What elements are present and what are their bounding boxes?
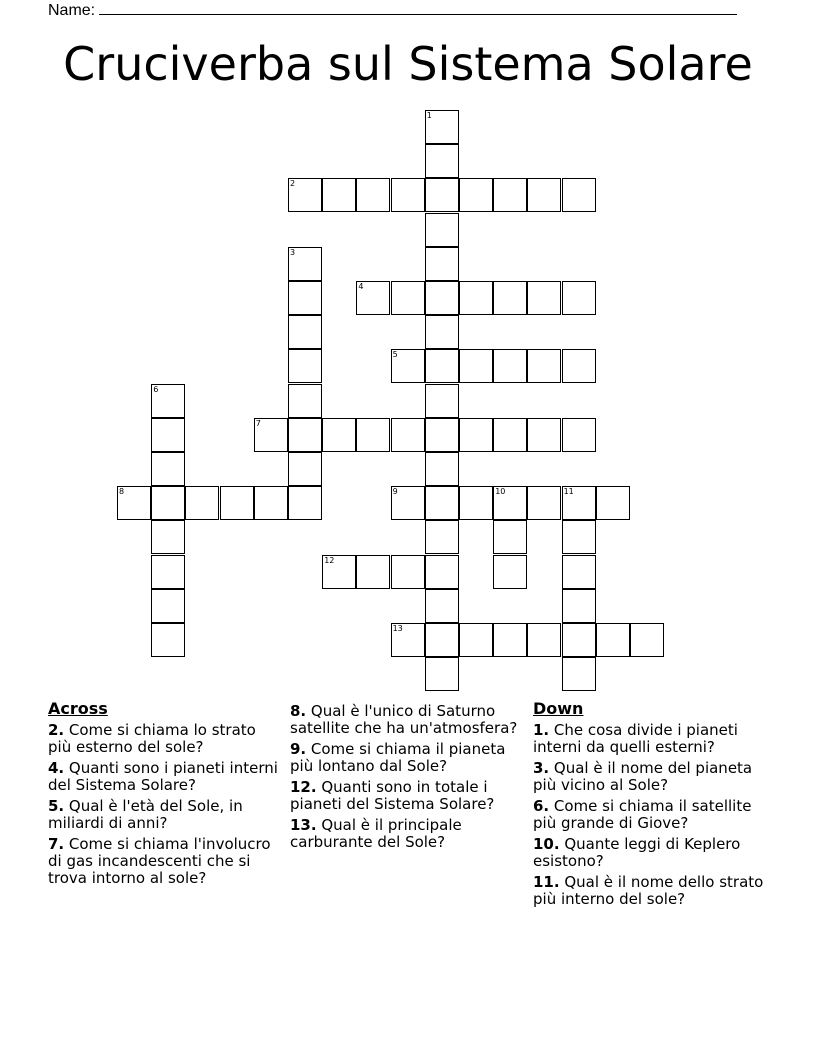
crossword-cell[interactable] — [562, 623, 596, 657]
crossword-cell[interactable] — [185, 486, 219, 520]
crossword-cell[interactable] — [596, 623, 630, 657]
clue-item-text: Come si chiama il pianeta più lontano dal Sole? — [290, 740, 506, 775]
crossword-cell[interactable] — [493, 418, 527, 452]
crossword-cell[interactable] — [288, 486, 322, 520]
crossword-cell[interactable] — [527, 486, 561, 520]
crossword-cell[interactable] — [391, 555, 425, 589]
crossword-cell[interactable] — [425, 144, 459, 178]
clue-item-number: 10. — [533, 835, 560, 853]
crossword-cell[interactable] — [425, 384, 459, 418]
clue-item — [48, 836, 278, 887]
clue-item — [533, 722, 768, 756]
clue-item — [290, 779, 520, 813]
crossword-cell[interactable] — [493, 486, 527, 520]
clue-item-text: Qual è il principale carburante del Sole? — [290, 816, 462, 851]
clue-number: 2 — [290, 179, 296, 189]
crossword-cell[interactable] — [425, 315, 459, 349]
crossword-cell[interactable] — [425, 110, 459, 144]
clue-item-text: Che cosa divide i pianeti interni da quelli esterni? — [533, 721, 738, 756]
crossword-cell[interactable] — [356, 555, 390, 589]
crossword-cell[interactable] — [630, 623, 664, 657]
crossword-cell[interactable] — [254, 418, 288, 452]
across-clues-column-2 — [290, 703, 520, 855]
clue-item-number: 4. — [48, 759, 65, 777]
crossword-cell[interactable] — [425, 623, 459, 657]
crossword-cell[interactable] — [596, 486, 630, 520]
crossword-cell[interactable] — [151, 623, 185, 657]
crossword-cell[interactable] — [117, 486, 151, 520]
clue-number: 12 — [324, 555, 335, 565]
clue-item — [533, 760, 768, 794]
crossword-cell[interactable] — [288, 349, 322, 383]
crossword-cell[interactable] — [459, 349, 493, 383]
crossword-cell[interactable] — [151, 384, 185, 418]
across-clues-column-1 — [48, 700, 278, 891]
clue-item-number: 9. — [290, 740, 307, 758]
crossword-cell[interactable] — [288, 418, 322, 452]
crossword-cell[interactable] — [288, 178, 322, 212]
crossword-cell[interactable] — [562, 657, 596, 691]
crossword-cell[interactable] — [493, 555, 527, 589]
crossword-cell[interactable] — [288, 315, 322, 349]
down-clues-column — [533, 700, 768, 912]
crossword-cell[interactable] — [493, 520, 527, 554]
clue-item-number: 6. — [533, 797, 550, 815]
across-heading: Across — [48, 699, 108, 718]
crossword-cell[interactable] — [493, 623, 527, 657]
name-label: Name: — [48, 2, 96, 19]
clue-number: 8 — [119, 487, 125, 497]
crossword-cell[interactable] — [425, 247, 459, 281]
clue-item-text: Qual è il nome dello strato più interno del sole? — [533, 873, 764, 908]
crossword-cell[interactable] — [254, 486, 288, 520]
clue-item-number: 2. — [48, 721, 65, 739]
crossword-cell[interactable] — [527, 178, 561, 212]
clue-item-text: Qual è il nome del pianeta più vicino al Sole? — [533, 759, 753, 794]
clue-item-text: Qual è l'unico di Saturno satellite che ha un'atmosfera? — [290, 702, 518, 737]
crossword-cell[interactable] — [562, 520, 596, 554]
clue-item-number: 8. — [290, 702, 307, 720]
crossword-cell[interactable] — [391, 349, 425, 383]
down-heading: Down — [533, 699, 584, 718]
crossword-cell[interactable] — [391, 178, 425, 212]
clue-item — [48, 722, 278, 756]
crossword-cell[interactable] — [288, 384, 322, 418]
clue-item-text: Quante leggi di Keplero esistono? — [533, 835, 741, 870]
crossword-cell[interactable] — [151, 486, 185, 520]
crossword-cell[interactable] — [493, 349, 527, 383]
crossword-cell[interactable] — [425, 657, 459, 691]
crossword-cell[interactable] — [288, 247, 322, 281]
clue-item — [48, 760, 278, 794]
crossword-cell[interactable] — [425, 486, 459, 520]
crossword-cell[interactable] — [562, 486, 596, 520]
crossword-cell[interactable] — [151, 520, 185, 554]
crossword-cell[interactable] — [288, 281, 322, 315]
clue-item-number: 1. — [533, 721, 550, 739]
crossword-cell[interactable] — [527, 281, 561, 315]
clue-item-text: Come si chiama lo strato più esterno del sole? — [48, 721, 256, 756]
crossword-cell[interactable] — [459, 178, 493, 212]
crossword-cell[interactable] — [425, 418, 459, 452]
crossword-cell[interactable] — [391, 623, 425, 657]
clue-number: 1 — [426, 111, 432, 120]
clue-item-number: 3. — [533, 759, 550, 777]
clue-item-number: 7. — [48, 835, 65, 853]
crossword-cell[interactable] — [356, 418, 390, 452]
crossword-cell[interactable] — [562, 281, 596, 315]
crossword-cell[interactable] — [425, 520, 459, 554]
clue-number: 10 — [495, 487, 506, 497]
clue-item — [290, 741, 520, 775]
clue-number: 6 — [153, 384, 159, 394]
crossword-cell[interactable] — [562, 418, 596, 452]
crossword-cell[interactable] — [151, 555, 185, 589]
clue-item — [533, 798, 768, 832]
crossword-cell[interactable] — [425, 589, 459, 623]
clue-item-number: 11. — [533, 873, 560, 891]
clue-number: 13 — [392, 624, 403, 633]
crossword-cell[interactable] — [459, 623, 493, 657]
crossword-cell[interactable] — [493, 281, 527, 315]
crossword-cell[interactable] — [459, 418, 493, 452]
clue-number: 3 — [290, 247, 296, 257]
clue-number: 9 — [392, 487, 398, 497]
crossword-cell[interactable] — [288, 452, 322, 486]
clue-item — [290, 817, 520, 851]
crossword-cell[interactable] — [322, 555, 356, 589]
crossword-cell[interactable] — [562, 589, 596, 623]
crossword-cell[interactable] — [356, 178, 390, 212]
crossword-cell[interactable] — [391, 486, 425, 520]
clue-item-number: 13. — [290, 816, 317, 834]
crossword-cell[interactable] — [562, 178, 596, 212]
crossword-cell[interactable] — [562, 349, 596, 383]
clue-item — [533, 836, 768, 870]
crossword-cell[interactable] — [391, 418, 425, 452]
crossword-cell[interactable] — [527, 418, 561, 452]
crossword-cell[interactable] — [391, 281, 425, 315]
crossword-cell[interactable] — [425, 213, 459, 247]
clue-number: 11 — [563, 487, 574, 497]
clue-item-text: Come si chiama l'involucro di gas incandescenti che si trova intorno al sole? — [48, 835, 271, 887]
clue-item — [290, 703, 520, 737]
crossword-cell[interactable] — [493, 178, 527, 212]
crossword-cell[interactable] — [151, 418, 185, 452]
crossword-cell[interactable] — [459, 281, 493, 315]
clue-number: 5 — [392, 350, 398, 360]
clue-item — [533, 874, 768, 908]
clue-item-number: 12. — [290, 778, 317, 796]
crossword-cell[interactable] — [220, 486, 254, 520]
crossword-cell[interactable] — [151, 589, 185, 623]
clue-number: 7 — [255, 418, 261, 428]
crossword-cell[interactable] — [425, 349, 459, 383]
crossword-cell[interactable] — [425, 281, 459, 315]
clue-item-number: 5. — [48, 797, 65, 815]
clue-item — [48, 798, 278, 832]
crossword-cell[interactable] — [425, 178, 459, 212]
clue-item-text: Quanti sono in totale i pianeti del Sistema Solare? — [290, 778, 495, 813]
clue-number: 4 — [358, 282, 364, 291]
crossword-cell[interactable] — [562, 555, 596, 589]
page-title: Cruciverba sul Sistema Solare — [63, 37, 753, 91]
crossword-cell[interactable] — [322, 178, 356, 212]
crossword-cell[interactable] — [459, 486, 493, 520]
clue-item-text: Quanti sono i pianeti interni del Sistema Solare? — [48, 759, 278, 794]
crossword-cell[interactable] — [527, 349, 561, 383]
crossword-cell[interactable] — [322, 418, 356, 452]
clue-item-text: Come si chiama il satellite più grande di Giove? — [533, 797, 752, 832]
crossword-cell[interactable] — [425, 452, 459, 486]
clue-item-text: Qual è l'età del Sole, in miliardi di anni? — [48, 797, 243, 832]
crossword-cell[interactable] — [151, 452, 185, 486]
crossword-cell[interactable] — [527, 623, 561, 657]
crossword-cell[interactable] — [425, 555, 459, 589]
crossword-cell[interactable] — [356, 281, 390, 315]
